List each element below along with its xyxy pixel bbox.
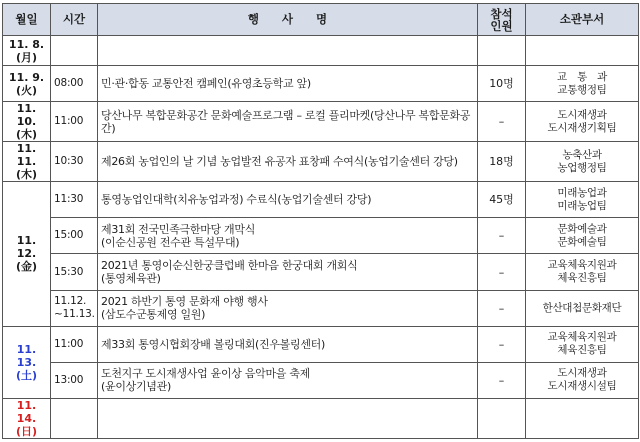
weekday-text: (土) xyxy=(15,368,38,382)
dept-line1: 교육체육지원과 xyxy=(547,259,617,272)
date-text: 11. 8. xyxy=(8,37,45,51)
attendance-cell: – xyxy=(478,102,526,142)
event-cell: 통영농업인대학(치유농업과정) 수료식(농업기술센터 강당) xyxy=(98,182,478,218)
header-attendance-line2: 인원 xyxy=(490,18,513,33)
dept-line1: 교 통 과 xyxy=(557,70,607,83)
weekday-text: (月) xyxy=(15,50,38,64)
date-text: 11. 11. xyxy=(16,142,37,169)
dept-line2: 도시재생시설팀 xyxy=(547,380,617,393)
event-cell xyxy=(98,398,478,438)
dept-cell xyxy=(526,182,639,218)
time-cell: 11:00 xyxy=(51,326,98,362)
time-cell xyxy=(51,398,98,438)
attendance-cell xyxy=(478,398,526,438)
attendance-cell: 45명 xyxy=(478,182,526,218)
header-attendance-line1: 참석 xyxy=(490,6,513,21)
dept-line1: 미래농업과 xyxy=(557,186,607,199)
attendance-cell: – xyxy=(478,290,526,326)
dept-line2: 미래농업팀 xyxy=(557,199,607,212)
attendance-cell: 18명 xyxy=(478,142,526,182)
time-cell: 11:30 xyxy=(51,182,98,218)
dept-cell xyxy=(526,326,639,362)
time-cell xyxy=(51,290,98,326)
date-text: 11. 10. xyxy=(16,102,37,129)
table-row xyxy=(3,142,639,182)
table-row xyxy=(3,290,639,326)
header-attendance xyxy=(478,4,526,36)
event-cell xyxy=(98,362,478,398)
attendance-cell: – xyxy=(478,326,526,362)
table-row xyxy=(3,398,639,438)
event-cell: 제33회 통영시협회장배 볼링대회(진우볼링센터) xyxy=(98,326,478,362)
date-cell xyxy=(3,102,51,142)
event-line2: (윤이상기념관) xyxy=(101,380,171,394)
attendance-cell: – xyxy=(478,254,526,290)
dept-cell xyxy=(526,254,639,290)
table-row xyxy=(3,362,639,398)
table-row xyxy=(3,66,639,102)
event-line1: 제31회 전국민족극한마당 개막식 xyxy=(101,222,256,236)
dept-line1: 도시재생과 xyxy=(557,367,607,380)
time-cell: 10:30 xyxy=(51,142,98,182)
dept-line1: 문화예술과 xyxy=(557,222,607,235)
event-cell xyxy=(98,218,478,254)
attendance-cell: 10명 xyxy=(478,66,526,102)
event-cell: 제26회 농업인의 날 기념 농업발전 유공자 표창패 수여식(농업기술센터 강당) xyxy=(98,142,478,182)
dept-line2: 체육진흥팀 xyxy=(557,344,607,357)
header-row xyxy=(3,4,639,36)
event-cell xyxy=(98,290,478,326)
event-line1: 2021년 통영이순신한궁클럽배 한마음 한궁대회 개회식 xyxy=(101,259,358,273)
table-row xyxy=(3,102,639,142)
dept-line1: 도시재생과 xyxy=(557,108,607,121)
event-line2: (삼도수군통제영 일원) xyxy=(101,308,206,322)
event-cell: 당산나무 복합문화공간 문화예술프로그램 – 로컬 플리마켓(당산나무 복합문화공간) xyxy=(98,102,478,142)
table-row xyxy=(3,254,639,290)
event-line1: 도천지구 도시재생사업 윤이상 음악마을 축제 xyxy=(101,367,310,381)
time-line2: ~11.13. xyxy=(54,308,95,321)
event-line2: (이순신공원 전수관 특설무대) xyxy=(101,235,240,249)
table-row xyxy=(3,182,639,218)
event-line2: (통영체육관) xyxy=(101,272,161,286)
date-text: 11. 9. xyxy=(8,70,45,84)
date-cell xyxy=(3,36,51,66)
dept-cell xyxy=(526,218,639,254)
event-cell: 민·관·합동 교통안전 캠페인(유영초등학교 앞) xyxy=(98,66,478,102)
dept-cell xyxy=(526,142,639,182)
date-cell xyxy=(3,66,51,102)
dept-line2: 도시재생기획팀 xyxy=(547,121,617,134)
date-text: 11. 13. xyxy=(16,342,37,369)
dept-line2: 교통행정팀 xyxy=(557,83,607,96)
time-cell xyxy=(51,36,98,66)
weekday-text: (火) xyxy=(15,83,38,97)
attendance-cell: – xyxy=(478,362,526,398)
dept-line2: 농업행정팀 xyxy=(557,161,607,174)
dept-line1: 교육체육지원과 xyxy=(547,331,617,344)
dept-cell xyxy=(526,398,639,438)
dept-line2: 체육진흥팀 xyxy=(557,272,607,285)
date-cell xyxy=(3,182,51,326)
time-cell: 15:00 xyxy=(51,218,98,254)
time-cell: 11:00 xyxy=(51,102,98,142)
header-time: 시간 xyxy=(51,4,98,36)
dept-line2: 문화예술팀 xyxy=(557,235,607,248)
header-event: 행 사 명 xyxy=(98,4,478,36)
date-text: 11. 12. xyxy=(16,234,37,261)
event-cell xyxy=(98,254,478,290)
time-cell: 13:00 xyxy=(51,362,98,398)
header-date: 월일 xyxy=(3,4,51,36)
dept-cell xyxy=(526,102,639,142)
attendance-cell: – xyxy=(478,218,526,254)
time-cell: 08:00 xyxy=(51,66,98,102)
date-text: 11. 14. xyxy=(16,398,37,425)
table-row xyxy=(3,36,639,66)
event-cell xyxy=(98,36,478,66)
weekday-text: (金) xyxy=(15,260,38,274)
table-row xyxy=(3,326,639,362)
dept-cell xyxy=(526,66,639,102)
date-cell xyxy=(3,398,51,438)
date-cell xyxy=(3,142,51,182)
dept-cell xyxy=(526,362,639,398)
event-line1: 2021 하반기 통영 문화재 야행 행사 xyxy=(101,295,268,309)
dept-cell xyxy=(526,36,639,66)
dept-line1: 농축산과 xyxy=(562,148,602,161)
header-dept: 소관부서 xyxy=(526,4,639,36)
time-cell: 15:30 xyxy=(51,254,98,290)
weekday-text: (木) xyxy=(15,128,38,142)
table-row xyxy=(3,218,639,254)
dept-cell: 한산대첩문화재단 xyxy=(526,290,639,326)
weekday-text: (日) xyxy=(15,424,38,438)
weekday-text: (木) xyxy=(15,168,38,182)
attendance-cell xyxy=(478,36,526,66)
time-line1: 11.12. xyxy=(54,295,87,308)
date-cell xyxy=(3,326,51,398)
schedule-table xyxy=(2,3,639,439)
